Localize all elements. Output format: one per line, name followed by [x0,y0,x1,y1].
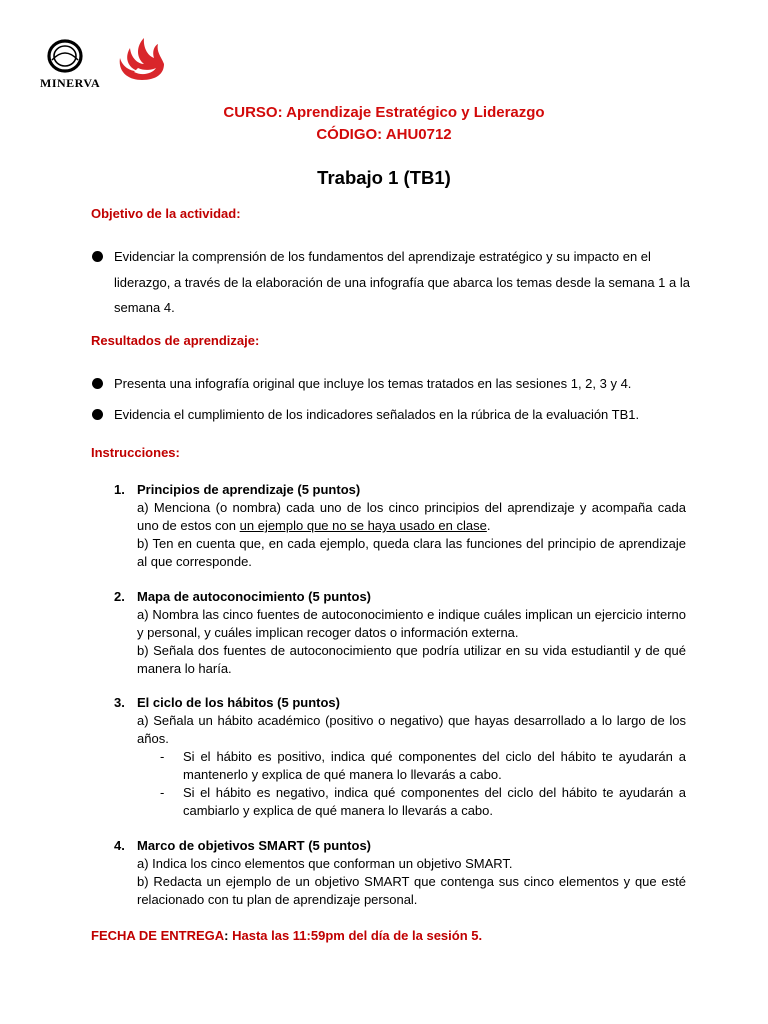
item-part-a: a) Señala un hábito académico (positivo o negativo) que hayas desarrollado a lo largo de los años. [137,713,686,746]
instructions-heading: Instrucciones: [91,445,180,460]
results-bullet-1 [91,371,691,397]
bullet-dot-icon [92,409,103,420]
minerva-logo [40,38,116,92]
item-part-a: a) Indica los cinco elementos que conforman un objetivo SMART. [137,856,513,871]
objective-heading: Objetivo de la actividad: [91,206,241,221]
results-text-2: Evidencia el cumplimiento de los indicadores señalados en la rúbrica de la evaluación TB1. [114,407,640,422]
deadline-label: FECHA DE ENTREGA [91,928,225,943]
minerva-ring-icon [46,38,84,74]
minerva-wordmark: MINERVA [40,76,101,90]
item-title: Mapa de autoconocimiento (5 puntos) [137,589,372,604]
item-number: 1. [114,482,125,497]
deadline-value: Hasta las 11:59pm del día de la sesión 5. [228,928,483,943]
item-title: Principios de aprendizaje (5 puntos) [137,482,361,497]
dash-marker: - [160,785,165,800]
item-part-a: a) Nombra las cinco fuentes de autoconocimiento e indique cuáles implican un ejercicio interno y personal, y cuáles implican recoger datos o información externa. [137,607,686,640]
item-title: El ciclo de los hábitos (5 puntos) [137,695,340,710]
instruction-item-3 [114,694,686,820]
underlined-text: un ejemplo que no se haya usado en clase [239,518,487,533]
item-part-b: b) Señala dos fuentes de autoconocimiento que podría utilizar en su vida estudiantil y de qué manera lo haría. [137,643,686,676]
results-bullet-2 [91,402,691,428]
instruction-item-2 [114,588,686,678]
item-number: 2. [114,589,125,604]
sub-item-positive: - Si el hábito es positivo, indica qué componentes del ciclo del hábito te ayudarán a mantenerlo y explica de qué manera lo llevarás a cabo. [160,749,686,782]
upc-logo [116,36,168,80]
bullet-dot-icon [92,378,103,389]
results-heading: Resultados de aprendizaje: [91,333,260,348]
deadline [91,928,482,943]
instruction-item-4 [114,837,686,909]
deadline-colon: : [224,928,229,943]
page-title: Trabajo 1 (TB1) [317,167,451,188]
objective-bullet [91,244,691,321]
item-title: Marco de objetivos SMART (5 puntos) [137,838,372,853]
objective-text: Evidenciar la comprensión de los fundamentos del aprendizaje estratégico y su impacto en el liderazgo, a través de la elaboración de una infografía que abarca los temas desde la semana 1 a la semana 4. [114,249,690,315]
bullet-dot-icon [92,251,103,262]
results-text-1: Presenta una infografía original que incluye los temas tratados en las sesiones 1, 2, 3 y 4. [114,376,632,391]
item-part-b: b) Ten en cuenta que, en cada ejemplo, queda clara las funciones del principio de aprendizaje al que corresponde. [137,536,686,569]
course-name: CURSO: Aprendizaje Estratégico y Liderazgo [223,104,545,121]
item-number: 3. [114,695,125,710]
sub-item-negative: - Si el hábito es negativo, indica qué componentes del ciclo del hábito te ayudarán a cambiarlo y explica de qué manera lo llevarás a cabo. [160,785,686,818]
item-part-a: a) Menciona (o nombra) cada uno de los cinco principios del aprendizaje y acompaña cada uno de estos con un ejemplo que no se haya usado en clase. [137,500,686,533]
item-number: 4. [114,838,125,853]
upc-flame-icon [116,36,168,80]
item-part-b: b) Redacta un ejemplo de un objetivo SMART que contenga sus cinco elementos y que esté relacionado con tu plan de aprendizaje personal. [137,874,686,907]
instruction-item-1 [114,481,686,571]
course-code: CÓDIGO: AHU0712 [316,126,452,143]
dash-marker: - [160,749,165,764]
